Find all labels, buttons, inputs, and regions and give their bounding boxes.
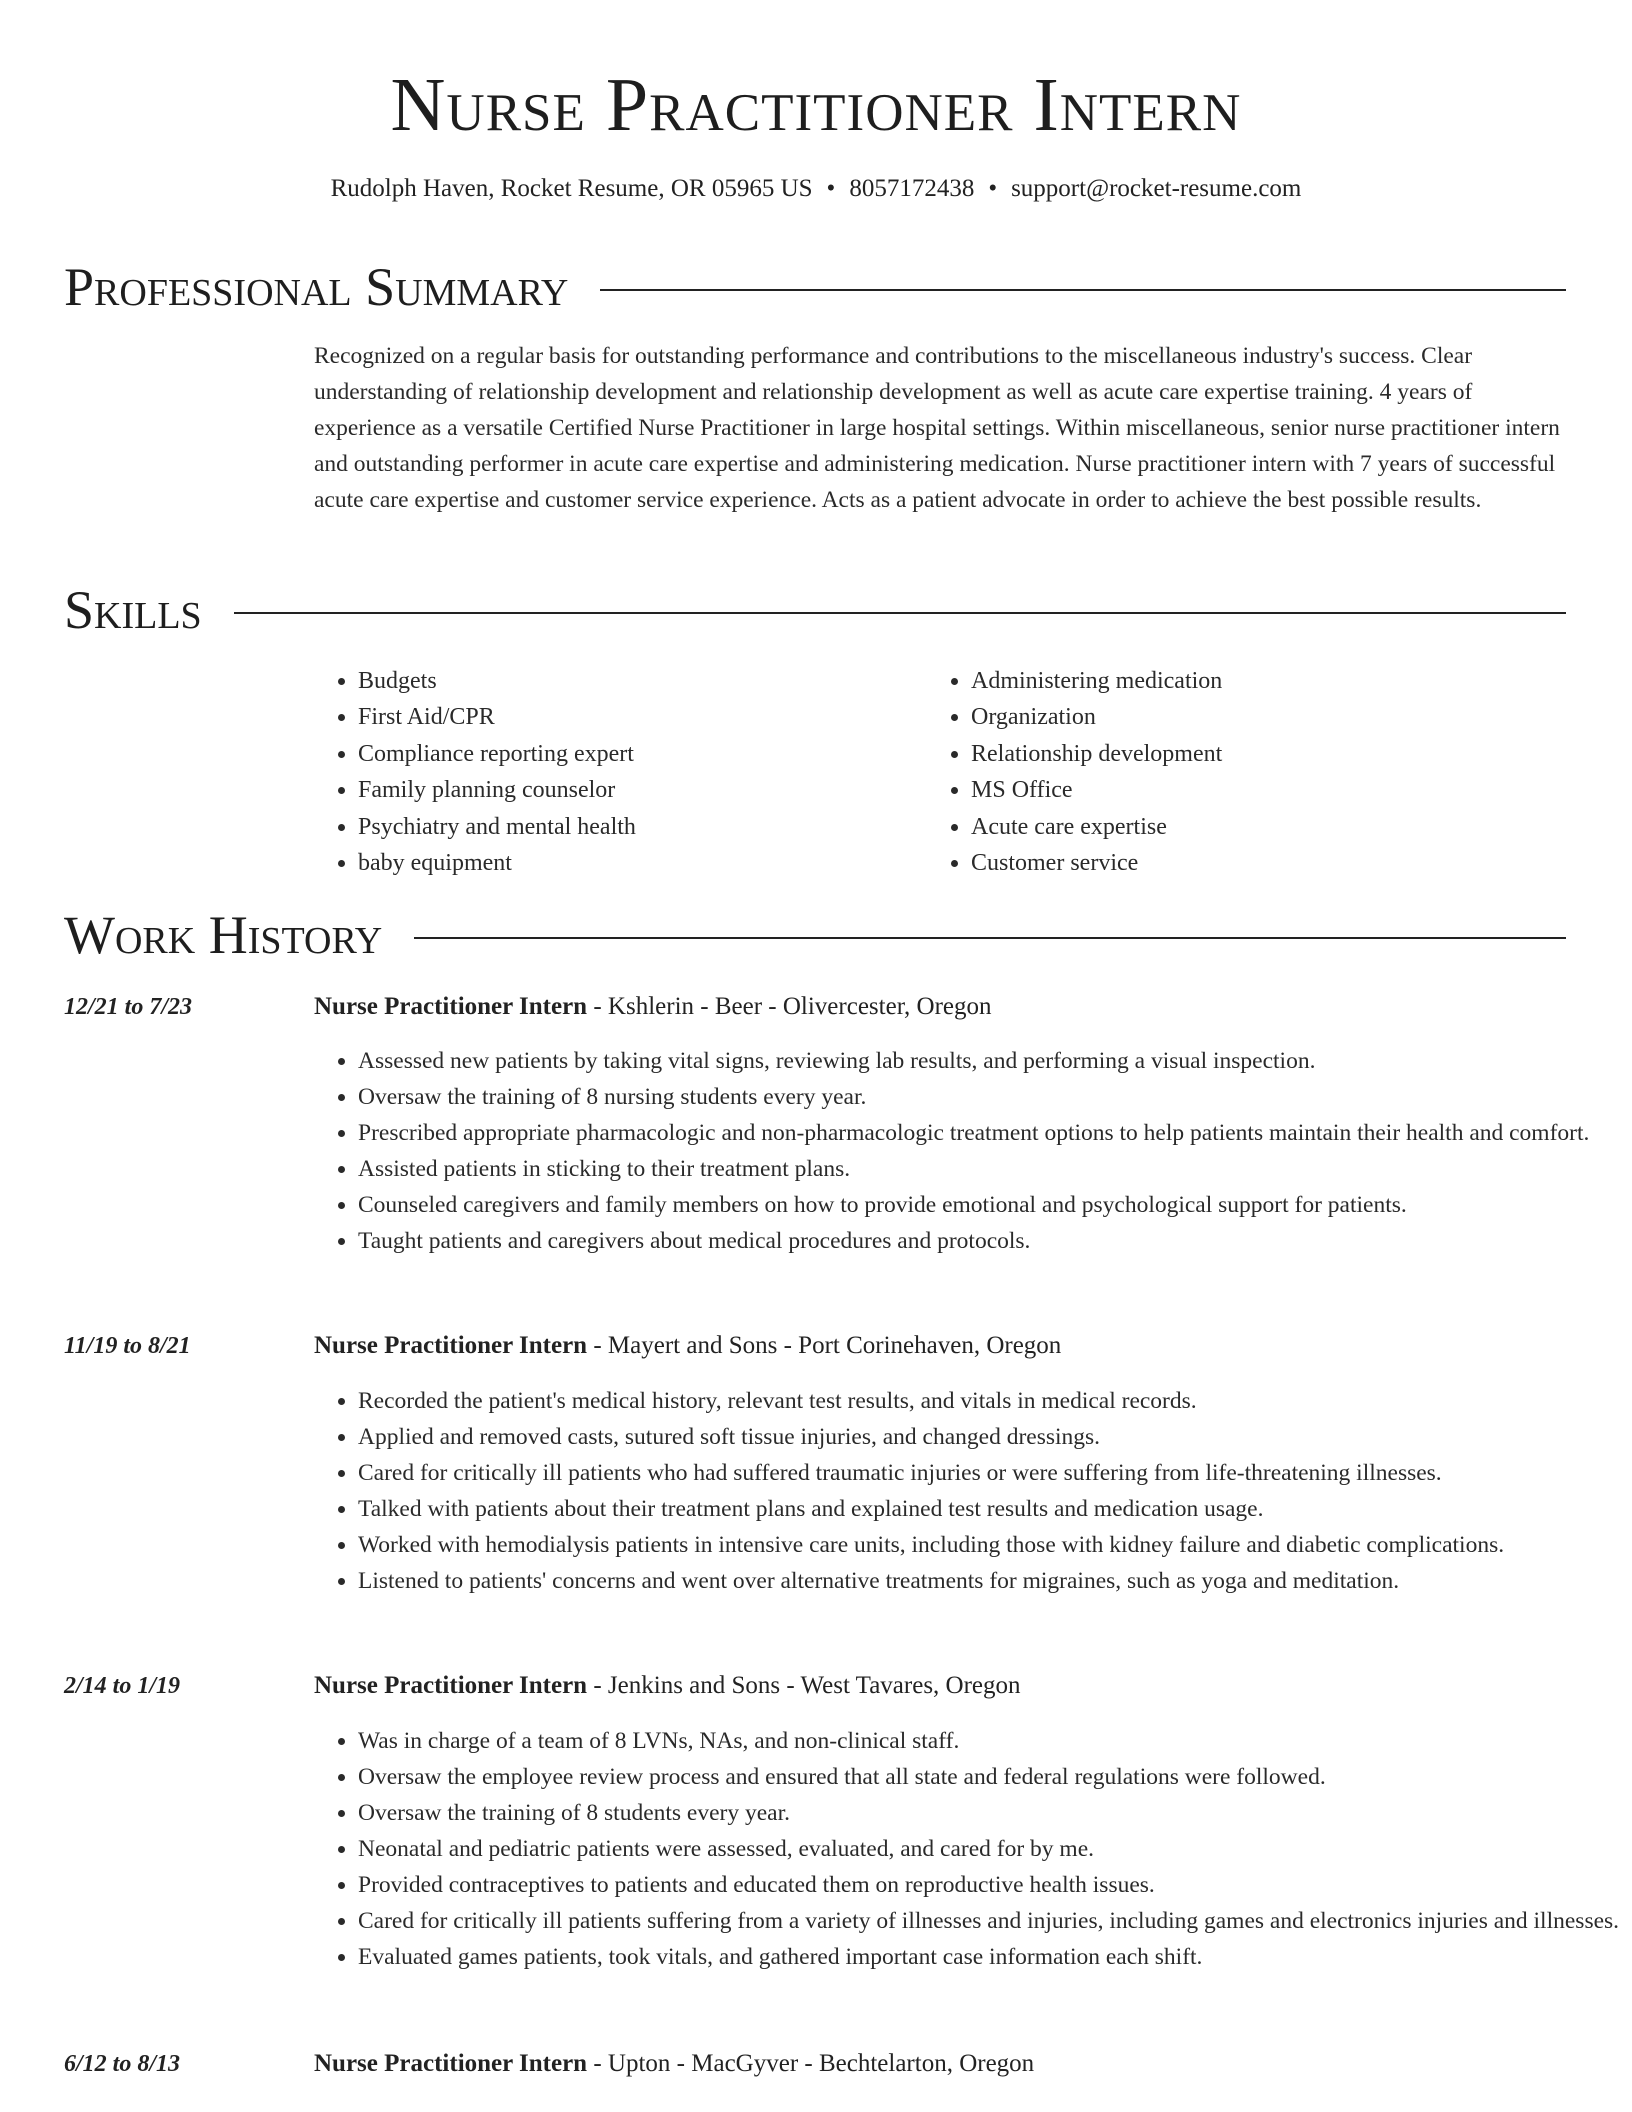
job-employer: - Jenkins and Sons - West Tavares, Oregon bbox=[587, 1672, 1021, 1699]
job-dates: 12/21 to 7/23 bbox=[64, 994, 193, 1020]
job-duty: • Oversaw the employee review process and ensured that all state and federal regulations were followed. bbox=[358, 1759, 1620, 1795]
job-employer: - Kshlerin - Beer - Olivercester, Oregon bbox=[587, 993, 992, 1020]
job-duty: • Assessed new patients by taking vital signs, reviewing lab results, and performing a visual inspection. bbox=[358, 1043, 1620, 1079]
section-divider bbox=[414, 937, 1566, 939]
job-duties-list bbox=[314, 1043, 1620, 1259]
job-duty: • Assisted patients in sticking to their treatment plans. bbox=[358, 1151, 1620, 1187]
skill-item: • MS Office bbox=[971, 772, 1222, 808]
summary-section-header bbox=[64, 255, 1566, 319]
job-duty: • Cared for critically ill patients suffering from a variety of illnesses and injuries, including games and electronics injuries and illnesses. bbox=[358, 1903, 1620, 1939]
job-duty: • Applied and removed casts, sutured soft tissue injuries, and changed dressings. bbox=[358, 1419, 1620, 1455]
job-duty: • Was in charge of a team of 8 LVNs, NAs, and non-clinical staff. bbox=[358, 1723, 1620, 1759]
summary-section-title: Professional Summary bbox=[64, 257, 569, 317]
work-section-title: Work History bbox=[64, 905, 383, 965]
job-title: Nurse Practitioner Intern bbox=[314, 1332, 588, 1359]
job-duty: • Oversaw the training of 8 nursing students every year. bbox=[358, 1079, 1620, 1115]
contact-email: support@rocket-resume.com bbox=[1011, 175, 1302, 202]
job-dates: 2/14 to 1/19 bbox=[64, 1673, 181, 1699]
skill-item: • Compliance reporting expert bbox=[358, 736, 636, 772]
job-duty: • Evaluated games patients, took vitals, and gathered important case information each shift. bbox=[358, 1939, 1620, 1975]
skills-section-title: Skills bbox=[64, 580, 202, 640]
job-dates: 6/12 to 8/13 bbox=[64, 2051, 181, 2077]
contact-separator: • bbox=[988, 175, 998, 202]
contact-line bbox=[0, 172, 1632, 206]
job-heading bbox=[314, 1669, 1021, 1703]
resume-name-heading: Nurse Practitioner Intern bbox=[390, 63, 1242, 147]
job-title: Nurse Practitioner Intern bbox=[314, 2050, 588, 2077]
summary-text: Recognized on a regular basis for outstanding performance and contributions to the miscellaneous industry's success. Clear understanding of relationship development and relationship development as well as acute care expertise training. 4 years of experience as a versatile Certified Nurse Practitioner in large hospital settings. Within miscellaneous, senior nurse practitioner intern and outstanding performer in acute care expertise and administering medication. Nurse practitioner intern with 7 years of successful acute care expertise and customer service experience. Acts as a patient advocate in order to achieve the best possible results. bbox=[314, 343, 1560, 513]
job-duty: • Cared for critically ill patients who had suffered traumatic injuries or were suffering from life-threatening illnesses. bbox=[358, 1455, 1620, 1491]
skill-item: • Relationship development bbox=[971, 736, 1222, 772]
job-duty: • Worked with hemodialysis patients in intensive care units, including those with kidney failure and diabetic complications. bbox=[358, 1527, 1620, 1563]
job-heading bbox=[314, 1329, 1061, 1363]
skill-item: • Organization bbox=[971, 699, 1222, 735]
skills-section-header bbox=[64, 578, 1566, 642]
job-duties-list bbox=[314, 1723, 1620, 1975]
skill-item: • Customer service bbox=[971, 845, 1222, 881]
job-duty: • Counseled caregivers and family members on how to provide emotional and psychological support for patients. bbox=[358, 1187, 1620, 1223]
skill-item: • First Aid/CPR bbox=[358, 699, 636, 735]
job-duty: • Listened to patients' concerns and went over alternative treatments for migraines, such as yoga and meditation. bbox=[358, 1563, 1620, 1599]
job-employer: - Upton - MacGyver - Bechtelarton, Oregon bbox=[587, 2050, 1035, 2077]
job-dates: 11/19 to 8/21 bbox=[64, 1333, 191, 1359]
job-duty: • Prescribed appropriate pharmacologic and non-pharmacologic treatment options to help patients maintain their health and comfort. bbox=[358, 1115, 1620, 1151]
contact-phone: 8057172438 bbox=[849, 175, 975, 202]
skills-list-right bbox=[927, 663, 1222, 881]
skill-item: • Acute care expertise bbox=[971, 809, 1222, 845]
skill-item: • Budgets bbox=[358, 663, 636, 699]
job-heading bbox=[314, 990, 992, 1024]
job-duty: • Recorded the patient's medical history, relevant test results, and vitals in medical records. bbox=[358, 1383, 1620, 1419]
job-heading bbox=[314, 2047, 1034, 2081]
job-duty: • Neonatal and pediatric patients were assessed, evaluated, and cared for by me. bbox=[358, 1831, 1620, 1867]
skill-item: • Psychiatry and mental health bbox=[358, 809, 636, 845]
contact-separator: • bbox=[826, 175, 836, 202]
work-section-header bbox=[64, 903, 1566, 967]
job-duty: • Talked with patients about their treatment plans and explained test results and medication usage. bbox=[358, 1491, 1620, 1527]
job-duty: • Oversaw the training of 8 students every year. bbox=[358, 1795, 1620, 1831]
skill-item: • Family planning counselor bbox=[358, 772, 636, 808]
skills-list-left bbox=[314, 663, 636, 881]
section-divider bbox=[234, 612, 1566, 614]
job-duties-list bbox=[314, 1383, 1620, 1599]
job-title: Nurse Practitioner Intern bbox=[314, 1672, 588, 1699]
skill-item: • Administering medication bbox=[971, 663, 1222, 699]
job-employer: - Mayert and Sons - Port Corinehaven, Oregon bbox=[587, 1332, 1062, 1359]
job-duty: • Taught patients and caregivers about medical procedures and protocols. bbox=[358, 1223, 1620, 1259]
section-divider bbox=[600, 289, 1566, 291]
contact-address: Rudolph Haven, Rocket Resume, OR 05965 US bbox=[330, 175, 813, 202]
job-title: Nurse Practitioner Intern bbox=[314, 993, 588, 1020]
skill-item: • baby equipment bbox=[358, 845, 636, 881]
job-duty: • Provided contraceptives to patients and educated them on reproductive health issues. bbox=[358, 1867, 1620, 1903]
